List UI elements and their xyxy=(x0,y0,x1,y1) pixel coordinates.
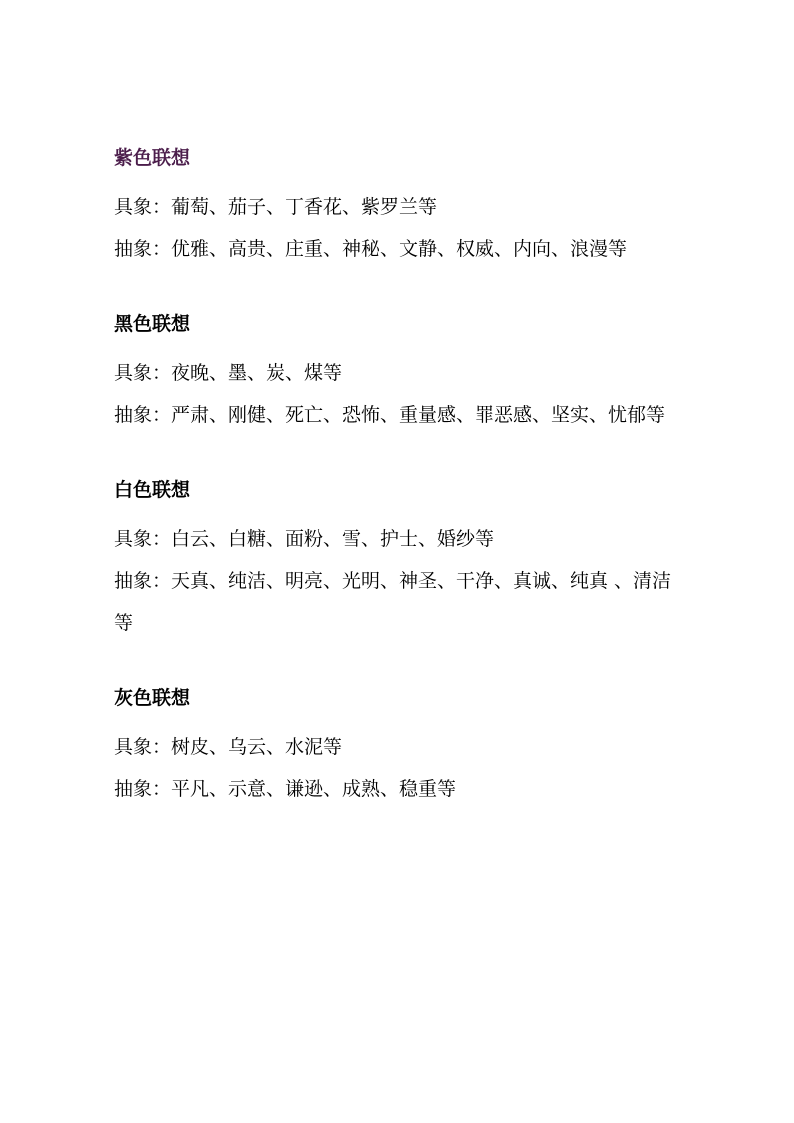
document-body xyxy=(114,144,694,850)
abstract-line-black: 抽象：严肃、刚健、死亡、恐怖、重量感、罪恶感、坚实、忧郁等 xyxy=(114,404,666,426)
concrete-line-gray: 具象：树皮、乌云、水泥等 xyxy=(114,736,343,758)
section-heading-gray: 灰色联想 xyxy=(114,687,191,709)
section-heading-white: 白色联想 xyxy=(114,479,191,501)
section-gray xyxy=(114,684,694,810)
abstract-line-purple: 抽象：优雅、高贵、庄重、神秘、文静、权威、内向、浪漫等 xyxy=(114,238,628,260)
section-heading-black: 黑色联想 xyxy=(114,313,191,335)
section-purple xyxy=(114,144,694,270)
section-heading-purple: 紫色联想 xyxy=(114,147,191,169)
abstract-line-gray: 抽象：平凡、示意、谦逊、成熟、稳重等 xyxy=(114,778,457,800)
concrete-line-black: 具象：夜晚、墨、炭、煤等 xyxy=(114,362,343,384)
concrete-line-purple: 具象：葡萄、茄子、丁香花、紫罗兰等 xyxy=(114,196,438,218)
concrete-line-white: 具象：白云、白糖、面粉、雪、护士、婚纱等 xyxy=(114,528,495,550)
section-black xyxy=(114,310,694,436)
section-white xyxy=(114,476,694,644)
abstract-line-white: 抽象：天真、纯洁、明亮、光明、神圣、干净、真诚、纯真 、清洁等 xyxy=(114,570,672,634)
